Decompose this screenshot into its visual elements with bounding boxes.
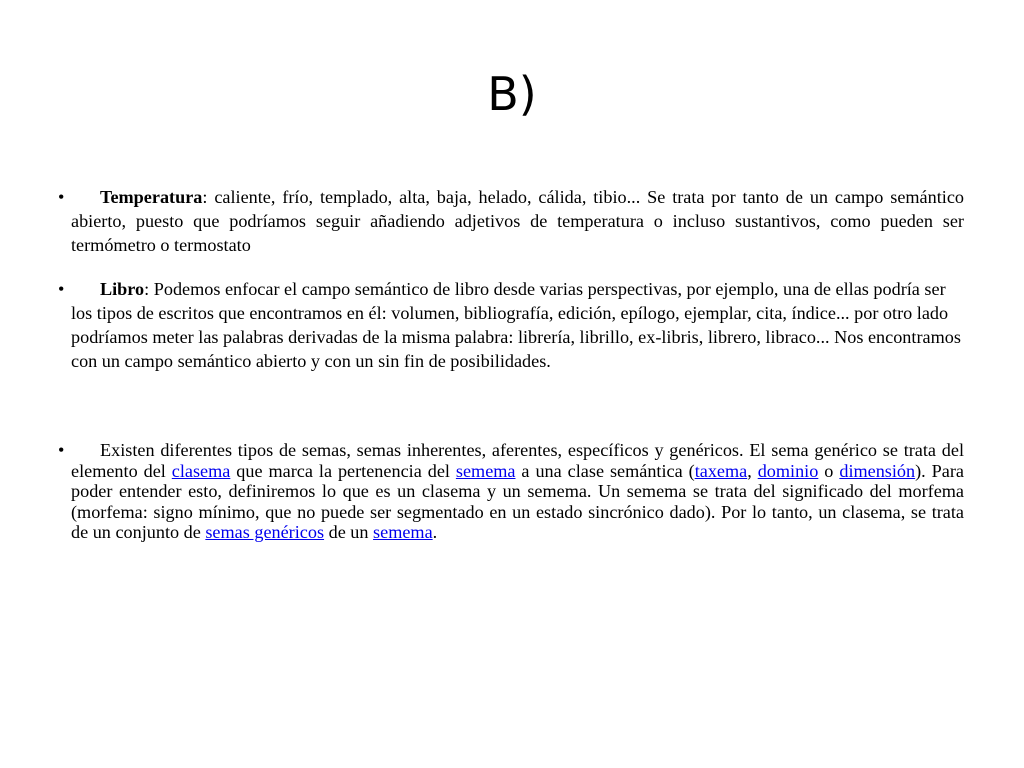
text-segment: ). Para poder entender esto, definiremos lo que es un clasema y un semema. Un semema se trata del significado del morfema (morfema: signo mínimo, que no puede ser segmentado en un estado sincrónico dado). Por lo tanto, un clasema, se trata de un conjunto de <box>71 460 964 542</box>
text-segment: que marca la pertenencia del <box>230 460 456 481</box>
text-segment: Existen diferentes tipos de semas, semas inherentes, aferentes, específicos y genéricos. El sema genérico se trata del elemento del <box>71 440 964 481</box>
bullet-row <box>58 185 964 257</box>
bullet-text <box>71 185 964 257</box>
bullet-icon: • <box>58 440 65 460</box>
bullet-row <box>58 440 964 543</box>
text-segment: a una clase semántica ( <box>515 460 695 481</box>
term-libro: Libro <box>100 279 145 299</box>
bullet-icon: • <box>58 187 65 207</box>
bullet-text <box>71 277 964 373</box>
bullet-icon: • <box>58 279 65 299</box>
bullet-row <box>58 277 964 373</box>
term-temperatura: Temperatura <box>100 187 203 207</box>
link-semema[interactable]: semema <box>455 460 516 481</box>
bullet-libro <box>58 277 964 373</box>
link-clasema[interactable]: clasema <box>171 460 231 481</box>
link-taxema[interactable]: taxema <box>694 460 748 481</box>
text-segment: o <box>818 460 840 481</box>
link-dimension[interactable]: dimensión <box>839 460 916 481</box>
bullet-text <box>71 440 964 543</box>
text-segment: . <box>432 522 438 542</box>
text-segment: de un <box>324 522 374 542</box>
link-semema[interactable]: semema <box>373 522 433 542</box>
text-segment: , <box>747 460 758 481</box>
bullet-temperatura <box>58 185 964 257</box>
slide-title: B) <box>487 67 537 121</box>
body-temperatura: : caliente, frío, templado, alta, baja, helado, cálida, tibio... Se trata por tanto de un campo semántico abierto, puesto que podríamos seguir añadiendo adjetivos de temperatura o incluso sustantivos, como pueden ser termómetro o termostato <box>71 187 964 255</box>
body-libro: : Podemos enfocar el campo semántico de libro desde varias perspectivas, por ejemplo, una de ellas podría ser los tipos de escritos que encontramos en él: volumen, bibliografía, edición, epílogo, ejemplar, cita, índice... por otro lado podríamos meter las palabras derivadas de la misma palabra: librería, librillo, ex-libris, librero, libraco... Nos encontramos con un campo semántico abierto y con un sin fin de posibilidades. <box>71 279 961 371</box>
bullet-semas <box>58 440 964 543</box>
link-semas-genericos[interactable]: semas genéricos <box>205 522 325 542</box>
link-dominio[interactable]: dominio <box>757 460 819 481</box>
